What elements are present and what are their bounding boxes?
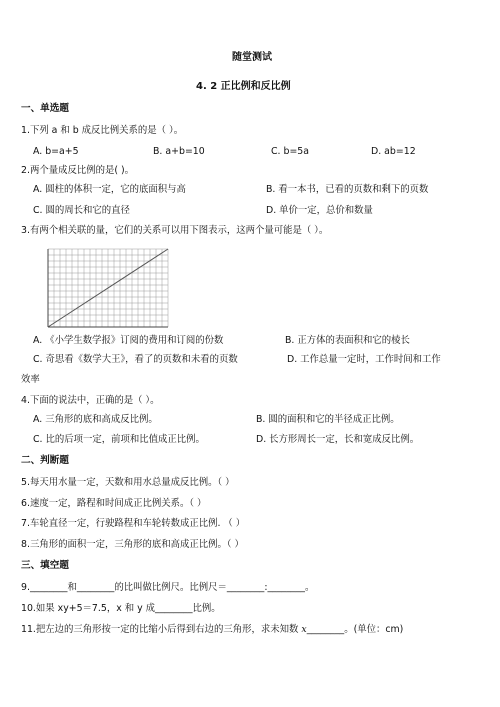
section-heading-fill-blank: 三、填空题: [21, 560, 69, 571]
question-1-option-d[interactable]: D. ab=12: [371, 146, 416, 157]
proportion-graph: [47, 248, 169, 328]
question-3-option-d[interactable]: D. 工作总量一定时，工作时间和工作: [287, 354, 441, 365]
question-2-option-b[interactable]: B. 看一本书，已看的页数和剩下的页数: [266, 184, 429, 195]
question-1-option-b[interactable]: B. a+b=10: [153, 146, 205, 157]
question-4-option-b[interactable]: B. 圆的面积和它的半径成正比例。: [256, 414, 400, 425]
question-4-stem: 4.下面的说法中，正确的是（ ）。: [21, 395, 160, 406]
question-7: 7.车轮直径一定，行驶路程和车轮转数成正比例. （ ）: [21, 518, 246, 529]
question-4-option-c[interactable]: C. 比的后项一定，前项和比值成正比例。: [33, 434, 205, 445]
worksheet-title: 随堂测试: [232, 52, 272, 63]
question-5: 5.每天用水量一定，天数和用水总量成反比例。（ ）: [21, 477, 235, 488]
question-3-option-d-continued: 效率: [21, 374, 40, 385]
question-11: [21, 624, 403, 636]
question-2-option-c[interactable]: C. 圆的周长和它的直径: [33, 205, 130, 216]
question-11-blank: ________。(单位：cm): [306, 624, 404, 635]
question-1-option-a[interactable]: A. b=a+5: [33, 146, 79, 157]
question-2-option-a[interactable]: A. 圆柱的体积一定，它的底面积与高: [33, 184, 186, 195]
question-9: 9.________和________的比叫做比例尺。比例尺＝________:________。: [21, 582, 315, 593]
question-3-stem: 3.有两个相关联的量，它们的关系可以用下图表示，这两个量可能是（ ）。: [21, 225, 329, 236]
question-6: 6.速度一定，路程和时间成正比例关系。（ ）: [21, 498, 207, 509]
question-11-variable: x: [301, 624, 307, 635]
question-8: 8.三角形的面积一定，三角形的底和高成正比例。（ ）: [21, 539, 244, 550]
question-10: 10.如果 xy+5＝7.5，x 和 y 成________比例。: [21, 603, 221, 614]
lesson-subtitle: 4. 2 正比例和反比例: [196, 81, 291, 92]
question-4-option-d[interactable]: D. 长方形周长一定，长和宽成反比例。: [256, 434, 420, 445]
section-heading-single-choice: 一、单选题: [21, 103, 69, 114]
question-4-option-a[interactable]: A. 三角形的底和高成反比例。: [33, 414, 158, 425]
question-2-option-d[interactable]: D. 单价一定，总价和数量: [266, 205, 373, 216]
question-3-option-b[interactable]: B. 正方体的表面积和它的棱长: [285, 335, 410, 346]
question-3-option-a[interactable]: A. 《小学生数学报》订阅的费用和订阅的份数: [33, 335, 224, 346]
question-2-stem: 2.两个量成反比例的是( )。: [21, 165, 134, 176]
question-1-option-c[interactable]: C. b=5a: [271, 146, 310, 157]
question-3-option-c[interactable]: C. 奇思看《数学大王》，看了的页数和未看的页数: [33, 354, 238, 365]
section-heading-true-false: 二、判断题: [21, 455, 69, 466]
question-11-text: 11.把左边的三角形按一定的比缩小后得到右边的三角形，求未知数: [21, 624, 302, 635]
question-1-stem: 1.下列 a 和 b 成反比例关系的是（ ）。: [21, 125, 184, 136]
